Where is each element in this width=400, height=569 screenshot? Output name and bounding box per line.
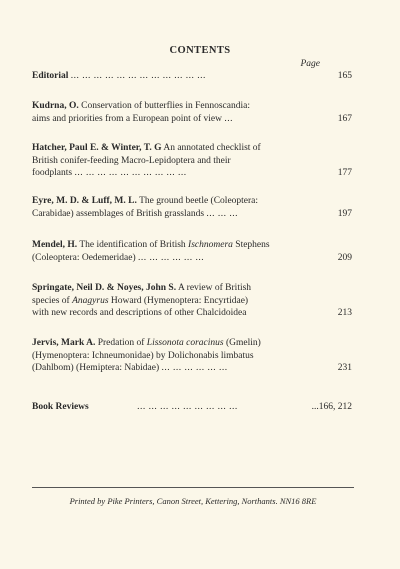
toc-title-line: (Coleoptera: Oedemeridae) xyxy=(32,252,136,263)
toc-title-line: foodplants xyxy=(32,168,73,178)
toc-title-line: Howard (Hymenoptera: Encyrtidae) xyxy=(110,295,249,306)
toc-title-line: (Gmelin) xyxy=(225,338,261,348)
toc-taxon-italic: Ischnomera xyxy=(188,240,233,250)
toc-title-line: British conifer-feeding Macro-Lepidoptera and their xyxy=(32,155,231,166)
toc-page-number: 165 xyxy=(337,71,352,81)
toc-page-number: 209 xyxy=(337,252,352,263)
toc-title-line: (Hymenoptera: Ichneumonidae) by Dolichonabis limbatus xyxy=(32,350,254,361)
toc-title-line: (Dahlbom) (Hemiptera: Nabidae) xyxy=(32,363,160,373)
toc-title-line: Conservation of butterflies in Fennoscandia: xyxy=(81,101,250,111)
toc-leader: ... ... ... ... ... ... xyxy=(161,363,228,373)
toc-entry-editorial xyxy=(32,70,352,83)
toc-taxon-italic: Anagyrus xyxy=(72,295,109,306)
toc-title-line: An annotated checklist of xyxy=(163,143,261,153)
toc-entry-jervis xyxy=(32,337,352,375)
toc-author: Jervis, Mark A. xyxy=(32,338,96,348)
toc-leader: ... ... ... ... ... ... ... ... ... ... ... ... xyxy=(70,71,206,81)
toc-title-line: The ground beetle (Coleoptera: xyxy=(139,196,259,206)
toc-page-number: ...166, 212 xyxy=(311,402,352,412)
toc-page-number: 197 xyxy=(337,208,352,219)
toc-entry-eyre xyxy=(32,195,352,220)
toc-title-line: The identification of British xyxy=(79,240,186,250)
toc-title-line: species of xyxy=(32,295,70,306)
toc-title-line: Carabidae) assemblages of British grasslands xyxy=(32,208,205,219)
toc-leader: ... ... ... ... ... ... xyxy=(138,252,205,263)
toc-author: Springate, Neil D. & Noyes, John S. xyxy=(32,283,177,293)
page-column-header: Page xyxy=(300,59,320,69)
toc-author: Editorial xyxy=(32,71,69,81)
toc-leader: ... ... ... xyxy=(206,208,239,219)
toc-author: Mendel, H. xyxy=(32,240,78,250)
toc-title-line: aims and priorities from a European point of view xyxy=(32,113,222,124)
toc-title-line: A review of British xyxy=(177,283,252,293)
printer-credit: Printed by Pike Printers, Canon Street, Kettering, Northants. NN16 8RE xyxy=(69,496,317,506)
toc-entry-book-reviews xyxy=(32,401,352,414)
toc-page-number: 167 xyxy=(337,113,352,124)
toc-author: Kudrna, O. xyxy=(32,101,79,111)
toc-title-line: Predation of xyxy=(97,338,145,348)
toc-entry-springate xyxy=(32,282,352,320)
toc-entry-hatcher xyxy=(32,142,352,180)
page-title: CONTENTS xyxy=(169,45,231,56)
toc-leader: ... ... ... ... ... ... ... ... ... xyxy=(137,402,238,412)
toc-page-number: 177 xyxy=(337,168,352,178)
toc-author: Eyre, M. D. & Luff, M. L. xyxy=(32,196,137,206)
toc-title-line: with new records and descriptions of other Chalcidoidea xyxy=(32,308,247,318)
toc-leader: ... xyxy=(224,113,233,124)
footer-divider xyxy=(32,487,354,488)
toc-entry-mendel xyxy=(32,239,352,264)
toc-leader: ... ... ... ... ... ... ... ... ... ... xyxy=(74,168,187,178)
toc-entry-kudrna xyxy=(32,100,352,125)
toc-title-line: Stephens xyxy=(235,240,270,250)
toc-page-number: 213 xyxy=(337,308,352,318)
toc-author: Book Reviews xyxy=(32,402,89,412)
toc-author: Hatcher, Paul E. & Winter, T. G xyxy=(32,143,162,153)
toc-page-number: 231 xyxy=(337,363,352,373)
toc-taxon-italic: Lissonota coracinus xyxy=(146,338,224,348)
